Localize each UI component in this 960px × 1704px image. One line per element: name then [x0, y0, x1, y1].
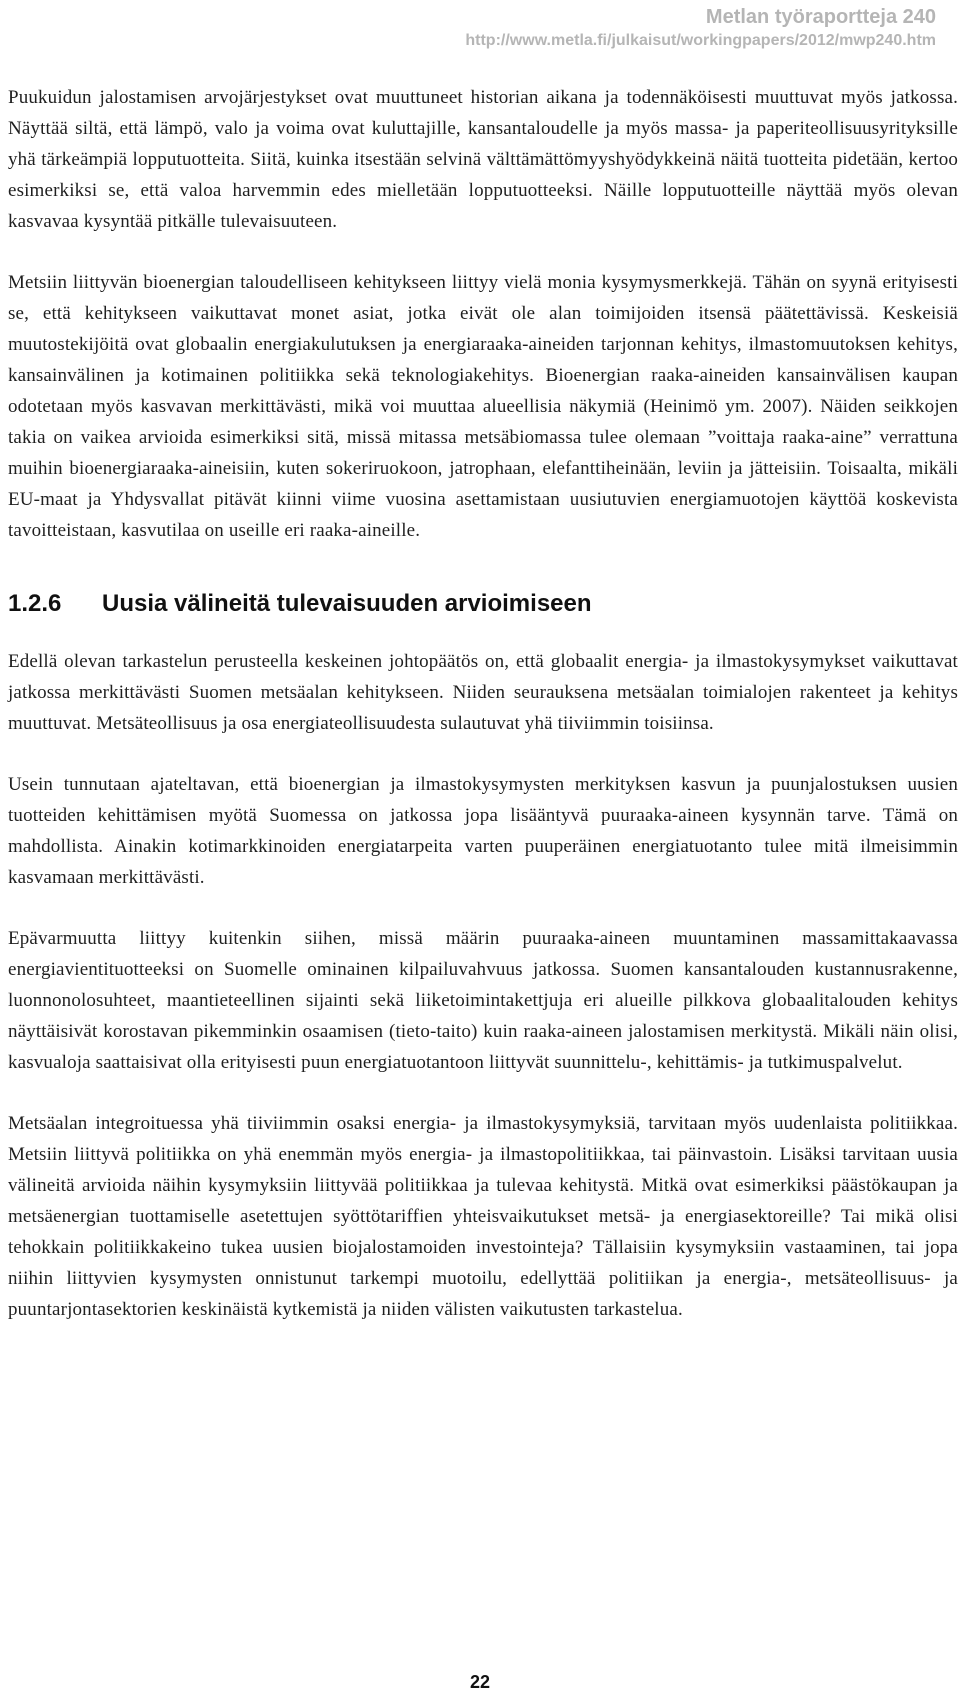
section-number: 1.2.6 [8, 590, 62, 617]
main-content [8, 82, 958, 1325]
page-number: 22 [469, 1672, 491, 1692]
body-paragraph: Puukuidun jalostamisen arvojärjestykset ovat muuttuneet historian aikana ja todennäköisesti muuttuvat myös jatkossa. Näyttää siltä, että lämpö, valo ja voima ovat kuluttajille, kansantaloudelle ja myös massa- ja paperiteollisuusyrityksille yhä tärkeämpiä lopputuotteita. Siitä, kuinka itsestään selvinä välttämättömyyshyödykkeinä näitä tuotteita pidetään, kertoo esimerkiksi se, että valoa harvemmin edes mielletään lopputuotteeksi. Näille lopputuotteille näyttää myös olevan kasvavaa kysyntää pitkälle tulevaisuuteen. [8, 87, 958, 232]
body-paragraph: Epävarmuutta liittyy kuitenkin siihen, missä määrin puuraaka-aineen muuntaminen massamittakaavassa energiavientituotteeksi on Suomelle ominainen kilpailuvahvuus jatkossa. Suomen kansantalouden kustannusrakenne, luonnonolosuhteet, maantieteellinen sijainti sekä liiketoimintakettjuja eri alueille pilkkova globaalitalouden kehitys näyttäisivät korostavan pikemminkin osaamisen (tieto-taito) kuin raaka-aineen jalostamisen merkitystä. Mikäli näin olisi, kasvualoja saattaisivat olla erityisesti puun energiatuotantoon liittyvät suunnittelu-, kehittämis- ja tutkimuspalvelut. [8, 928, 958, 1073]
body-paragraph: Metsäalan integroituessa yhä tiiviimmin osaksi energia- ja ilmastokysymyksiä, tarvitaan myös uudenlaista politiikkaa. Metsiin liittyvä politiikka on yhä enemmän myös energia- ja ilmastopolitiikkaa, tai päinvastoin. Lisäksi tarvitaan uusia välineitä arvioida näihin kysymyksiin liittyvää politiikkaa ja tulevaa kehitystä. Mitkä ovat esimerkiksi päästökaupan ja metsäenergian tuottamiselle asetettujen syöttötariffien yhteisvaikutukset metsä- ja energiasektoreille? Tai mikä olisi tehokkain politiikkakeino tukea uusien biojalostamoiden investointeja? Tällaisiin kysymyksiin vastaaminen, tai jopa niihin liittyvien kysymysten onnistunut tarkempi muotoilu, edellyttää politiikan ja energia-, metsäteollisuus- ja puuntarjontasektorien keskinäistä kytkemistä ja niiden välisten vaikutusten tarkastelua. [8, 1113, 958, 1320]
page-header [465, 4, 936, 52]
section-heading [8, 588, 958, 620]
section-title: Uusia välineitä tulevaisuuden arvioimiseen [102, 590, 592, 617]
series-title: Metlan työraportteja 240 [705, 6, 936, 28]
series-url[interactable]: http://www.metla.fi/julkaisut/workingpapers/2012/mwp240.htm [465, 32, 936, 49]
body-paragraph: Usein tunnutaan ajateltavan, että bioenergian ja ilmastokysymysten merkityksen kasvun ja puunjalostuksen uusien tuotteiden kehittämisen myötä Suomessa on jatkossa jopa lisääntyvä puuraaka-aineen kysynnän tarve. Tämä on mahdollista. Ainakin kotimarkkinoiden energiatarpeita varten puuperäinen energiatuotanto tulee mitä ilmeisimmin kasvamaan merkittävästi. [8, 774, 958, 888]
body-paragraph: Metsiin liittyvän bioenergian taloudelliseen kehitykseen liittyy vielä monia kysymysmerkkejä. Tähän on syynä erityisesti se, että kehitykseen vaikuttavat monet asiat, jotka eivät ole alan toimijoiden itsensä päätettävissä. Keskeisiä muutostekijöitä ovat globaalin energiakulutuksen ja energiaraaka-aineiden tarjonnan kehitys, ilmastomuutoksen kehitys, kansainvälinen ja kotimainen politiikka sekä teknologiakehitys. Bioenergian raaka-aineiden kansainvälisen kaupan odotetaan myös kasvavan merkittävästi, mikä voi muuttaa alueellisia näkymiä (Heinimö ym. 2007). Näiden seikkojen takia on vaikea arvioida esimerkiksi sitä, missä mitassa metsäbiomassa tulee olemaan ”voittaja raaka-aine” verrattuna muihin bioenergiaraaka-aineisiin, kuten sokeriruokoon, jatrophaan, elefanttiheinään, leviin ja jätteisiin. Toisaalta, mikäli EU-maat ja Yhdysvallat pitävät kiinni viime vuosina asettamistaan uusiutuvien energiamuotojen käyttöä koskevista tavoitteistaan, kasvutilaa on useille eri raaka-aineille. [8, 272, 958, 541]
body-paragraph: Edellä olevan tarkastelun perusteella keskeinen johtopäätös on, että globaalit energia- ja ilmastokysymykset vaikuttavat jatkossa merkittävästi Suomen metsäalan kehitykseen. Niiden seurauksena metsäalan toimialojen rakenteet ja kehitys muuttuvat. Metsäteollisuus ja osa energiateollisuudesta sulautuvat yhä tiiviimmin toisiinsa. [8, 651, 958, 734]
